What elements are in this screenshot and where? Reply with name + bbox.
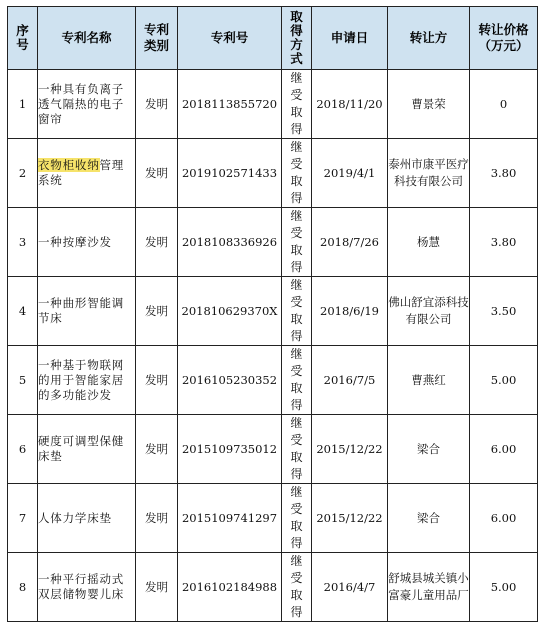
cell-number: 2018108336926 bbox=[178, 208, 282, 277]
header-name: 专利名称 bbox=[38, 7, 136, 70]
cell-method: 继受取得 bbox=[282, 346, 312, 415]
cell-transferee: 泰州市康平医疗科技有限公司 bbox=[388, 139, 470, 208]
cell-price: 3.80 bbox=[470, 208, 538, 277]
table-row bbox=[8, 484, 538, 553]
name-text: 一种平行摇动式双层储物婴儿床 bbox=[38, 572, 125, 601]
cell-seq: 7 bbox=[8, 484, 38, 553]
cell-price: 6.00 bbox=[470, 415, 538, 484]
cell-type: 发明 bbox=[136, 415, 178, 484]
cell-date: 2016/7/5 bbox=[312, 346, 388, 415]
cell-method: 继受取得 bbox=[282, 277, 312, 346]
header-transferee: 转让方 bbox=[388, 7, 470, 70]
cell-name bbox=[38, 415, 136, 484]
table-row bbox=[8, 346, 538, 415]
cell-transferee: 梁合 bbox=[388, 484, 470, 553]
name-text: 管理系统 bbox=[38, 158, 125, 187]
table-header-row bbox=[8, 7, 538, 70]
cell-type: 发明 bbox=[136, 277, 178, 346]
name-text: 人体力学床垫 bbox=[38, 510, 112, 525]
table-row bbox=[8, 415, 538, 484]
header-seq: 序号 bbox=[8, 7, 38, 70]
cell-date: 2015/12/22 bbox=[312, 415, 388, 484]
highlighted-text: 衣物柜收纳 bbox=[38, 158, 100, 172]
header-price: 转让价格（万元） bbox=[470, 7, 538, 70]
name-text: 一种按摩沙发 bbox=[38, 234, 112, 249]
name-text: 一种基于物联网的用于智能家居的多功能沙发 bbox=[38, 357, 125, 402]
cell-price: 5.00 bbox=[470, 553, 538, 622]
cell-type: 发明 bbox=[136, 346, 178, 415]
header-method: 取得方式 bbox=[282, 7, 312, 70]
name-text: 一种曲形智能调节床 bbox=[38, 296, 125, 325]
cell-number: 2018113855720 bbox=[178, 70, 282, 139]
table-row bbox=[8, 70, 538, 139]
cell-date: 2018/6/19 bbox=[312, 277, 388, 346]
table-body bbox=[8, 70, 538, 622]
cell-seq: 6 bbox=[8, 415, 38, 484]
cell-date: 2019/4/1 bbox=[312, 139, 388, 208]
cell-seq: 5 bbox=[8, 346, 38, 415]
name-text: 硬度可调型保健床垫 bbox=[38, 434, 125, 463]
cell-name bbox=[38, 277, 136, 346]
cell-type: 发明 bbox=[136, 484, 178, 553]
table-row bbox=[8, 277, 538, 346]
cell-number: 2016105230352 bbox=[178, 346, 282, 415]
cell-date: 2015/12/22 bbox=[312, 484, 388, 553]
cell-name bbox=[38, 70, 136, 139]
patent-transfer-table bbox=[7, 6, 538, 622]
cell-transferee: 梁合 bbox=[388, 415, 470, 484]
cell-seq: 3 bbox=[8, 208, 38, 277]
cell-price: 3.50 bbox=[470, 277, 538, 346]
cell-transferee: 曹景荣 bbox=[388, 70, 470, 139]
cell-transferee: 杨慧 bbox=[388, 208, 470, 277]
cell-seq: 1 bbox=[8, 70, 38, 139]
cell-seq: 2 bbox=[8, 139, 38, 208]
cell-type: 发明 bbox=[136, 70, 178, 139]
table-row bbox=[8, 553, 538, 622]
cell-name bbox=[38, 346, 136, 415]
header-number: 专利号 bbox=[178, 7, 282, 70]
cell-seq: 8 bbox=[8, 553, 38, 622]
name-text: 一种具有负离子透气隔热的电子窗帘 bbox=[38, 81, 125, 126]
cell-date: 2018/7/26 bbox=[312, 208, 388, 277]
cell-method: 继受取得 bbox=[282, 70, 312, 139]
cell-name bbox=[38, 208, 136, 277]
cell-name bbox=[38, 553, 136, 622]
cell-number: 2016102184988 bbox=[178, 553, 282, 622]
table-row bbox=[8, 208, 538, 277]
cell-price: 0 bbox=[470, 70, 538, 139]
cell-transferee: 舒城县城关镇小富豪儿童用品厂 bbox=[388, 553, 470, 622]
header-type: 专利类别 bbox=[136, 7, 178, 70]
cell-number: 2015109741297 bbox=[178, 484, 282, 553]
cell-type: 发明 bbox=[136, 208, 178, 277]
cell-method: 继受取得 bbox=[282, 139, 312, 208]
cell-number: 201810629370X bbox=[178, 277, 282, 346]
cell-transferee: 佛山舒宜添科技有限公司 bbox=[388, 277, 470, 346]
cell-type: 发明 bbox=[136, 553, 178, 622]
cell-method: 继受取得 bbox=[282, 208, 312, 277]
cell-type: 发明 bbox=[136, 139, 178, 208]
cell-method: 继受取得 bbox=[282, 415, 312, 484]
cell-number: 2015109735012 bbox=[178, 415, 282, 484]
cell-method: 继受取得 bbox=[282, 553, 312, 622]
table-row bbox=[8, 139, 538, 208]
cell-price: 3.80 bbox=[470, 139, 538, 208]
header-date: 申请日 bbox=[312, 7, 388, 70]
cell-price: 6.00 bbox=[470, 484, 538, 553]
cell-seq: 4 bbox=[8, 277, 38, 346]
cell-transferee: 曹燕红 bbox=[388, 346, 470, 415]
cell-price: 5.00 bbox=[470, 346, 538, 415]
cell-number: 2019102571433 bbox=[178, 139, 282, 208]
cell-date: 2016/4/7 bbox=[312, 553, 388, 622]
cell-name bbox=[38, 139, 136, 208]
cell-date: 2018/11/20 bbox=[312, 70, 388, 139]
cell-name bbox=[38, 484, 136, 553]
cell-method: 继受取得 bbox=[282, 484, 312, 553]
